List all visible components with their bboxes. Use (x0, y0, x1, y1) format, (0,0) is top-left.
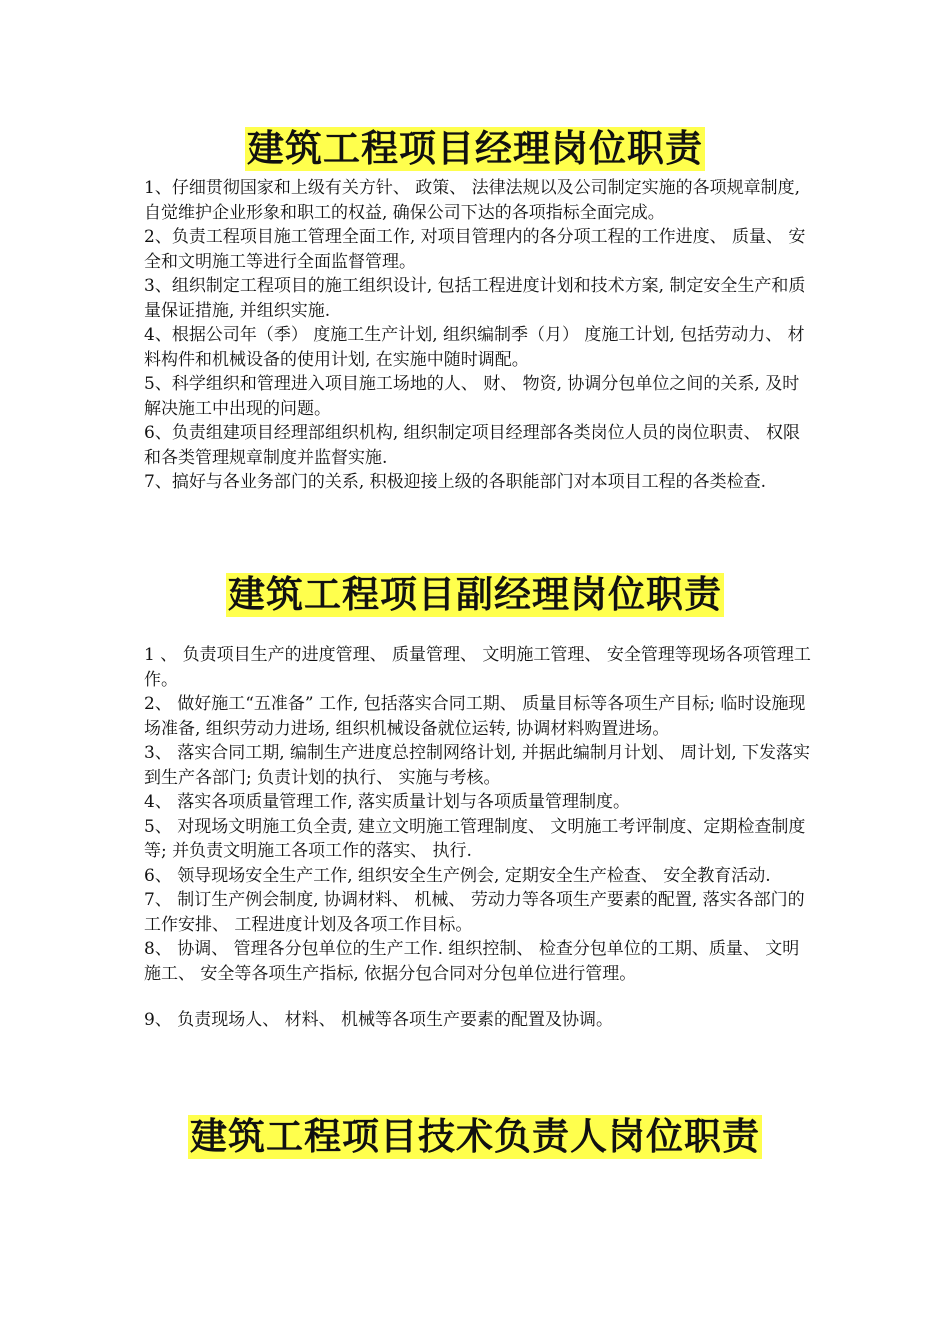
duty-item: 3、 落实合同工期, 编制生产进度总控制网络计划, 并据此编制月计划、 周计划, 下发落实到生产各部门; 负责计划的执行、 实施与考核。 (144, 743, 811, 788)
section-title-deputy-manager: 建筑工程项目副经理岗位职责 (228, 573, 722, 616)
duty-item: 5、科学组织和管理进入项目施工场地的人、 财、 物资, 协调分包单位之间的关系, 及时解决施工中出现的问题。 (144, 374, 800, 419)
duty-item: 3、组织制定工程项目的施工组织设计, 包括工程进度计划和技术方案, 制定安全生产和质量保证措施, 并组织实施. (144, 276, 806, 321)
duty-item: 4、根据公司年（季） 度施工生产计划, 组织编制季（月） 度施工计划, 包括劳动力、 材料构件和机械设备的使用计划, 在实施中随时调配。 (144, 325, 805, 370)
section-title-manager: 建筑工程项目经理岗位职责 (247, 127, 703, 170)
duty-item: 5、 对现场文明施工负全责, 建立文明施工管理制度、 文明施工考评制度、定期检查制度等; 并负责文明施工各项工作的落实、 执行. (144, 816, 806, 861)
section-manager-duties (144, 176, 816, 495)
duty-item: 9、 负责现场人、 材料、 机械等各项生产要素的配置及协调。 (144, 1010, 614, 1030)
duty-item: 2、 做好施工“五准备” 工作, 包括落实合同工期、 质量目标等各项生产目标; 临时设施现场准备, 组织劳动力进场, 组织机械设备就位运转, 协调材料购置进场。 (144, 694, 806, 739)
duty-item: 4、 落实各项质量管理工作, 落实质量计划与各项质量管理制度。 (144, 792, 631, 812)
duty-item: 1、仔细贯彻国家和上级有关方针、 政策、 法律法规以及公司制定实施的各项规章制度, 自觉维护企业形象和职工的权益, 确保公司下达的各项指标全面完成。 (144, 178, 806, 223)
duty-item: 6、负责组建项目经理部组织机构, 组织制定项目经理部各类岗位人员的岗位职责、 权限和各类管理规章制度并监督实施. (144, 423, 801, 468)
section-title-wrap (0, 127, 950, 171)
section-title-wrap (0, 573, 950, 617)
duty-item: 8、 协调、 管理各分包单位的生产工作. 组织控制、 检查分包单位的工期、质量、 文明施工、 安全等各项生产指标, 依据分包合同对分包单位进行管理。 (144, 939, 800, 984)
duty-item: 1 、 负责项目生产的进度管理、 质量管理、 文明施工管理、 安全管理等现场各项管理工作。 (144, 645, 811, 690)
duty-item: 7、搞好与各业务部门的关系, 积极迎接上级的各职能部门对本项目工程的各类检查. (144, 472, 767, 492)
section-title-technical-lead: 建筑工程项目技术负责人岗位职责 (190, 1115, 760, 1158)
duty-item: 7、 制订生产例会制度, 协调材料、 机械、 劳动力等各项生产要素的配置, 落实各部门的工作安排、 工程进度计划及各项工作目标。 (144, 890, 805, 935)
section-title-wrap (0, 1115, 950, 1159)
duty-item: 2、负责工程项目施工管理全面工作, 对项目管理内的各分项工程的工作进度、 质量、 安全和文明施工等进行全面监督管理。 (144, 227, 806, 272)
section-deputy-manager-duties (144, 643, 816, 1033)
duty-item: 6、 领导现场安全生产工作, 组织安全生产例会, 定期安全生产检查、 安全教育活动. (144, 865, 771, 886)
